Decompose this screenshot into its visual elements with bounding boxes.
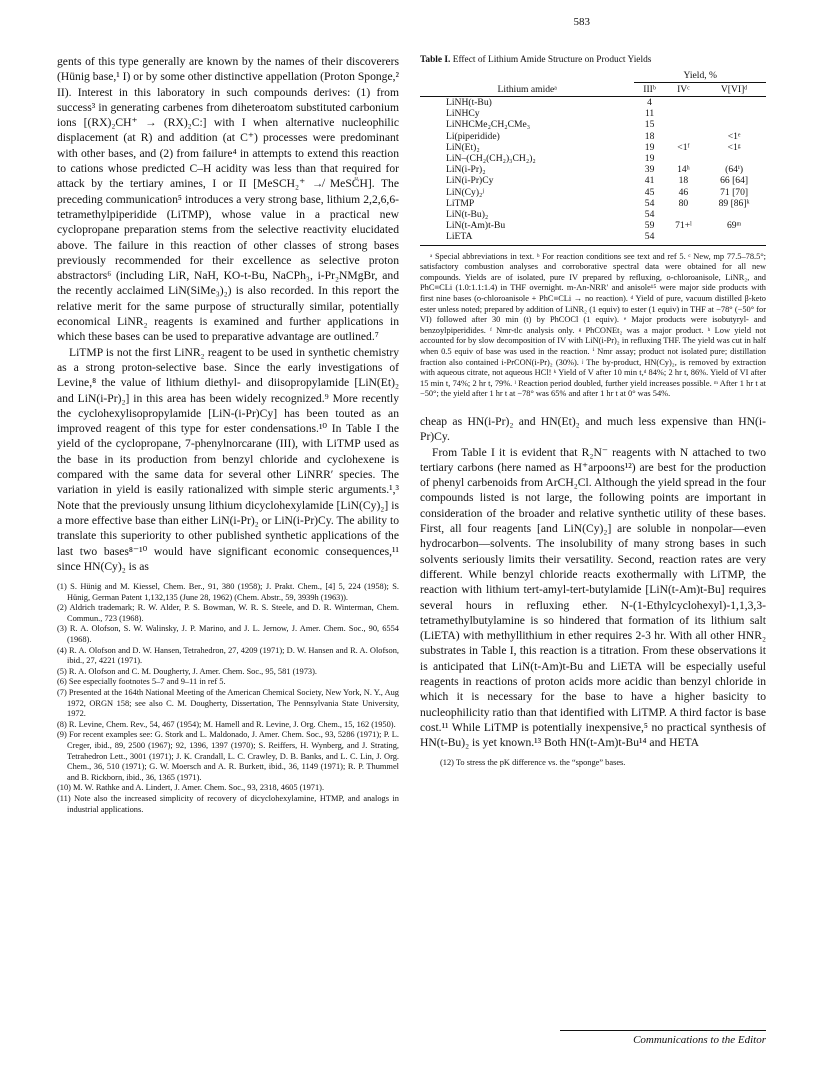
reference-item: (4) R. A. Olofson and D. W. Hansen, Tetrahedron, 27, 4209 (1971); D. W. Hansen and R. A. Olofson, ibid., 27, 4221 (1971). (57, 645, 399, 666)
amide-cell: LiTMP (446, 197, 475, 209)
references-list (57, 582, 399, 815)
table-footnotes (420, 252, 766, 400)
column-header: V[VI]ᵈ (702, 83, 766, 97)
table-caption (420, 54, 766, 66)
reference-item: (5) R. A. Olofson and C. M. Dougherty, J. Amer. Chem. Soc., 95, 581 (1973). (57, 666, 317, 676)
amide-cell: LiNHCMe₂CH₂CMe₃ (446, 119, 531, 131)
yield-cell: 80 (678, 197, 689, 209)
table-row (420, 187, 766, 198)
paragraph: From Table I it is evident that R₂N⁻ reagents with N attached to two tertiary carbons (here named as H⁺arpoons¹²) are best for the production of phenyl carbenoids from ArCH₂Cl. Although the yield spread in the four compounds listed is not large, the following points are important in consideration of the broader and relative synthetic utility of these bases. First, all four reagents [and LiN(Cy)₂] are soluble in nonpolar—even hydrocarbon—solvents. The insolubility of many strong bases in such solvents seriously limits their versatility. Second, reaction rates are very different. While benzyl chloride reacts exothermally with LiTMP, the reaction with lithium tert-amyl-tert-butylamide [LiN(t-Am)t-Bu] requires several hours in refluxing ether. N-(1-Ethylcyclohexyl)-1,1,3,3-tetramethylbutylamine is so hindered that formation of its lithium salt (LiETA) with methyllithium in ether requires 2-3 hr. With all other HNR₂ substrates in Table I, this reaction is a titration. From these observations it is anticipated that LiN(t-Am)t-Bu and LiETA will be especially useful reagents in reactions of proton acids more acidic than benzyl chloride in which it is necessary for the base to have a higher basicity to nucleophilicity ratio than that identified with LiTMP. A third factor is base cost.¹¹ While LiTMP is potentially inexpensive,⁵ no practical synthesis of HN(t-Bu)₂ is yet known.¹³ Both HN(t-Am)t-Bu¹⁴ and HETA (420, 445, 766, 750)
reference-item: (9) For recent examples see: G. Stork and L. Maldonado, J. Amer. Chem. Soc., 93, 5286 (1971); P. L. Creger, ibid., 89, 2500 (1967); 92, 1396, 1397 (1970); S. Reiffers, H. Wynberg, and J. Strating, Tetrahedron Lett., 3001 (1971); J. K. Crandall, L. C. Crawley, D. B. Banks, and L. C. Lin, J. Org. Chem., 36, 510 (1971); G. W. Moersch and A. R. Burkett, ibid., 36, 1149 (1971); R. P. Thummel and B. Rickborn, ibid., 36, 1365 (1971). (57, 730, 399, 782)
table-body (420, 97, 766, 246)
yield-cell: 59 (644, 220, 655, 232)
yield-cell (665, 153, 703, 164)
yield-cell: 18 (644, 130, 655, 142)
yield-table (420, 69, 766, 246)
yield-cell: 15 (644, 119, 655, 131)
yield-cell (665, 108, 703, 119)
yield-cell: <1ᵉ (727, 130, 741, 142)
yield-cell (665, 231, 703, 245)
yield-cell (665, 97, 703, 109)
reference-item: (10) M. W. Rathke and A. Lindert, J. Amer. Chem. Soc., 93, 2318, 4605 (1971). (57, 783, 325, 793)
column-header: IVᶜ (665, 83, 703, 97)
table-row (420, 209, 766, 220)
amide-cell: LiN(t-Bu)₂ (446, 209, 489, 221)
amide-cell: LiNHCy (446, 108, 480, 120)
amide-cell: LiN(Cy)₂ʲ (446, 186, 484, 198)
table-label: Table I. (420, 55, 451, 65)
yield-cell: 71+ˡ (675, 220, 692, 232)
yield-cell: 19 (644, 153, 655, 165)
yield-cell: 14ʰ (677, 164, 690, 176)
reference-item: (3) R. A. Olofson, S. W. Walinsky, J. P. Marino, and J. L. Jernow, J. Amer. Chem. Soc., 90, 6554 (1968). (57, 624, 399, 645)
yield-cell (702, 108, 766, 119)
table-title: Effect of Lithium Amide Structure on Product Yields (452, 55, 652, 65)
right-body-text (420, 414, 766, 751)
table-row (420, 175, 766, 186)
yield-cell: 89 [86]ᵏ (718, 197, 750, 209)
yield-cell: (64ⁱ) (725, 164, 744, 176)
yield-cell: 4 (647, 97, 652, 108)
amide-cell: LiN(t-Am)t-Bu (446, 220, 506, 232)
yield-cell: 71 [70] (720, 186, 749, 198)
reference-item: (6) See especially footnotes 5–7 and 9–11 in ref 5. (57, 677, 226, 687)
right-column (420, 54, 766, 769)
page-number: 583 (573, 16, 590, 28)
yield-cell (665, 209, 703, 220)
paragraph: cheap as HN(i-Pr)₂ and HN(Et)₂ and much less expensive than HN(i-Pr)Cy. (420, 414, 766, 444)
table-row (420, 198, 766, 209)
reference-item: (8) R. Levine, Chem. Rev., 54, 467 (1954); M. Hamell and R. Levine, J. Org. Chem., 15, 162 (1950). (57, 719, 396, 729)
yield-cell (665, 131, 703, 142)
yield-cell: 54 (644, 197, 655, 209)
amide-cell: LiN(Et)₂ (446, 141, 480, 153)
yield-cell: 54 (644, 209, 655, 221)
reference-item: (11) Note also the increased simplicity of recovery of dicyclohexylamine, HTMP, and analogs in industrial applications. (57, 793, 399, 814)
column-header: IIIᵇ (634, 83, 664, 97)
paragraph: gents of this type generally are known by the names of their discoverers (Hünig base,¹ I) or by some other distinctive appellation (Proton Sponge,² II). Interest in this laboratory in such compounds derives: (1) from success³ in generating carbenes from diheteroatom substituted carbonium ions [(RX)₂CH⁺ → (RX)₂C:] with I when alternative nucleophilic displacement (at R) and addition (at C⁺) processes were predominant with other bases, and (2) from failure⁴ in attempts to extend this reaction to cations whose predicted C–H acidity was less than that required for attack by the tertiary amines, I or II [MeSCH₂⁺ ↛ MeSC̈H]. The preceding communication⁵ introduces a very strong base, lithium 2,2,6,6-tetramethylpiperidide (LiTMP), whose value in a practical new cyclopropane preparation stems from the selective reactivity elucidated above. The failure in this reaction of other classes of strong bases previously recommended for their excellence as selective proton abstractors⁶ (including LiR, NaH, KO-t-Bu, NaCPh₃, i-Pr₂NMgBr, and the recently acclaimed LiN(SiMe₃)₂) is also recorded. In this report the relative merit for the same purpose of structurally similar, potentially economical LiNR₂ reagents is examined and further applications in which these bases can be used to preparative advantage are outlined.⁷ (57, 55, 399, 344)
amide-cell: LiN(i-Pr)₂ (446, 164, 486, 176)
reference-item: (7) Presented at the 164th National Meeting of the American Chemical Society, New York, N. Y., Aug 1972, ORGN 158; see also C. M. Dougherty, Dissertation, The Pennsylvania State University, 1972. (57, 688, 399, 719)
table-row (420, 153, 766, 164)
yield-cell: 19 (644, 141, 655, 153)
amide-cell: LiN(i-Pr)Cy (446, 175, 494, 187)
table-row (420, 131, 766, 142)
page-footer: Communications to the Editor (560, 1030, 766, 1046)
amide-cell: LiNH(t-Bu) (446, 97, 492, 108)
table-row (420, 119, 766, 130)
yield-cell: 45 (644, 186, 655, 198)
yield-header: Yield, % (634, 69, 766, 83)
yield-cell (702, 231, 766, 245)
yield-cell: 11 (644, 108, 655, 120)
yield-cell: 66 [64] (720, 175, 749, 187)
column-header: Lithium amideᵃ (420, 83, 634, 97)
yield-cell: 41 (644, 175, 655, 187)
yield-cell (702, 209, 766, 220)
amide-cell: LiN–(CH₂(CH₂)₃CH₂)₂ (446, 153, 536, 165)
paragraph: LiTMP is not the first LiNR₂ reagent to be used in synthetic chemistry as a strong proton-selective base. Since the early investigations of Levine,⁸ the value of lithium diethyl- and diisopropylamide [LiN(Et)₂ and LiN(i-Pr)₂] in this area has been widely recognized.⁹ More recently the cyclohexylisopropylamide [LiN-(i-Pr)Cy] has been touted as an improved reagent of this type for ester condensations.¹⁰ In Table I the yield of the cyclopropane, 7-phenylnorcarane (III), with LiTMP used as the base in its production from benzyl chloride and cyclohexene is compared with the same data for several other LiNRR′ species. The variation in yield is easily rationalized with simple steric arguments.¹,³ Note that the previously unsung lithium dicyclohexylamide [LiN(Cy)₂] is a more effective base than either LiN(i-Pr)₂ or LiN(i-Pr)Cy. The ability to translate this superiority to other published synthetic applications of the last two bases⁸⁻¹⁰ would have significant economic consequences,¹¹ since HN(Cy)₂ is as (57, 345, 399, 573)
left-column (57, 54, 399, 815)
table-footnote: ᵃ Special abbreviations in text. ᵇ For reaction conditions see text and ref 5. ᶜ New, mp 77.5–78.5°; satisfactory combustion analyses and corroborative spectral data were obtained for all new compounds. Yields are of isolated, pure IV prepared by refluxing, o-chloroanisole, LiNR₂, and PhC≡CLi (1.0:1.1:1.4) in THF overnight. m-An-NRR′ and anisole¹⁵ were major side products with first nine bases (o-chloroanisole + PhC≡CLi → no reaction). ᵈ Yield of pure, vacuum distilled β-keto ester unless noted; prepared by addition of LiNR₂ (1 equiv) to ester (1 equiv) in THF at −78° (−50° for VI) followed after 30 min (t) by PhCOCl (1 equiv). ᵉ Major products were isobutyryl- and benzoylpiperidides. ᶠ Nmr-tlc analysis only. ᵍ PhCONEt₂ was a major product. ʰ Low yield not accounted for by slow decomposition of IV with LiN(i-Pr)₂ in refluxing THF. The yield was cut in half when 0.5 equiv of base was used in the reaction. ⁱ Nmr assay; product not isolated pure; distillation fraction also contained i-PrCON(i-Pr)₂ (30%). ʲ The by-product, HN(Cy)₂, is removed by extraction with aqueous citrate, not aqueous HCl! ᵏ Yield of V after 10 min t,ᵈ 84%; 2 hr t, 86%. Yield of VI after 15 min t, 74%; 2 hr t, 79%. ˡ Reaction period doubled, further yield increases possible. ᵐ After 1 hr t at −50°; the yield after 1 hr t at −78° was 65% and after 1 hr t at 0° was 54%. (420, 251, 766, 399)
table-row (420, 142, 766, 153)
yield-cell: 69ᵐ (726, 220, 742, 232)
yield-cell: 18 (678, 175, 689, 187)
table-row (420, 231, 766, 245)
amide-cell: LiETA (420, 231, 634, 245)
reference-item: (1) S. Hünig and M. Kiessel, Chem. Ber., 91, 380 (1958); J. Prakt. Chem., [4] 5, 224 (1958); S. Hünig, German Patent 1,132,135 (June 28, 1962) (Chem. Abstr., 59, 3939h (1963)). (57, 582, 399, 602)
yield-cell: 46 (678, 186, 689, 198)
table-header-spacer (420, 69, 634, 83)
reference-item: (2) Aldrich trademark; R. W. Alder, P. S. Bowman, W. R. S. Steele, and D. R. Winterman, Chem. Commun., 723 (1968). (57, 603, 399, 623)
table-row (420, 97, 766, 109)
footnote-12: (12) To stress the pK difference vs. the “sponge” bases. (440, 758, 626, 768)
table-row (420, 220, 766, 231)
yield-cell (702, 97, 766, 109)
yield-cell: 39 (644, 164, 655, 176)
yield-cell (702, 119, 766, 130)
yield-cell (665, 119, 703, 130)
table-row (420, 164, 766, 175)
yield-cell: 54 (634, 231, 664, 245)
yield-cell (702, 153, 766, 164)
table-row (420, 108, 766, 119)
left-body-text (57, 54, 399, 574)
yield-cell: <1ᶠ (677, 141, 690, 153)
yield-cell: <1ᵍ (727, 141, 741, 153)
amide-cell: Li(piperidide) (446, 130, 500, 142)
